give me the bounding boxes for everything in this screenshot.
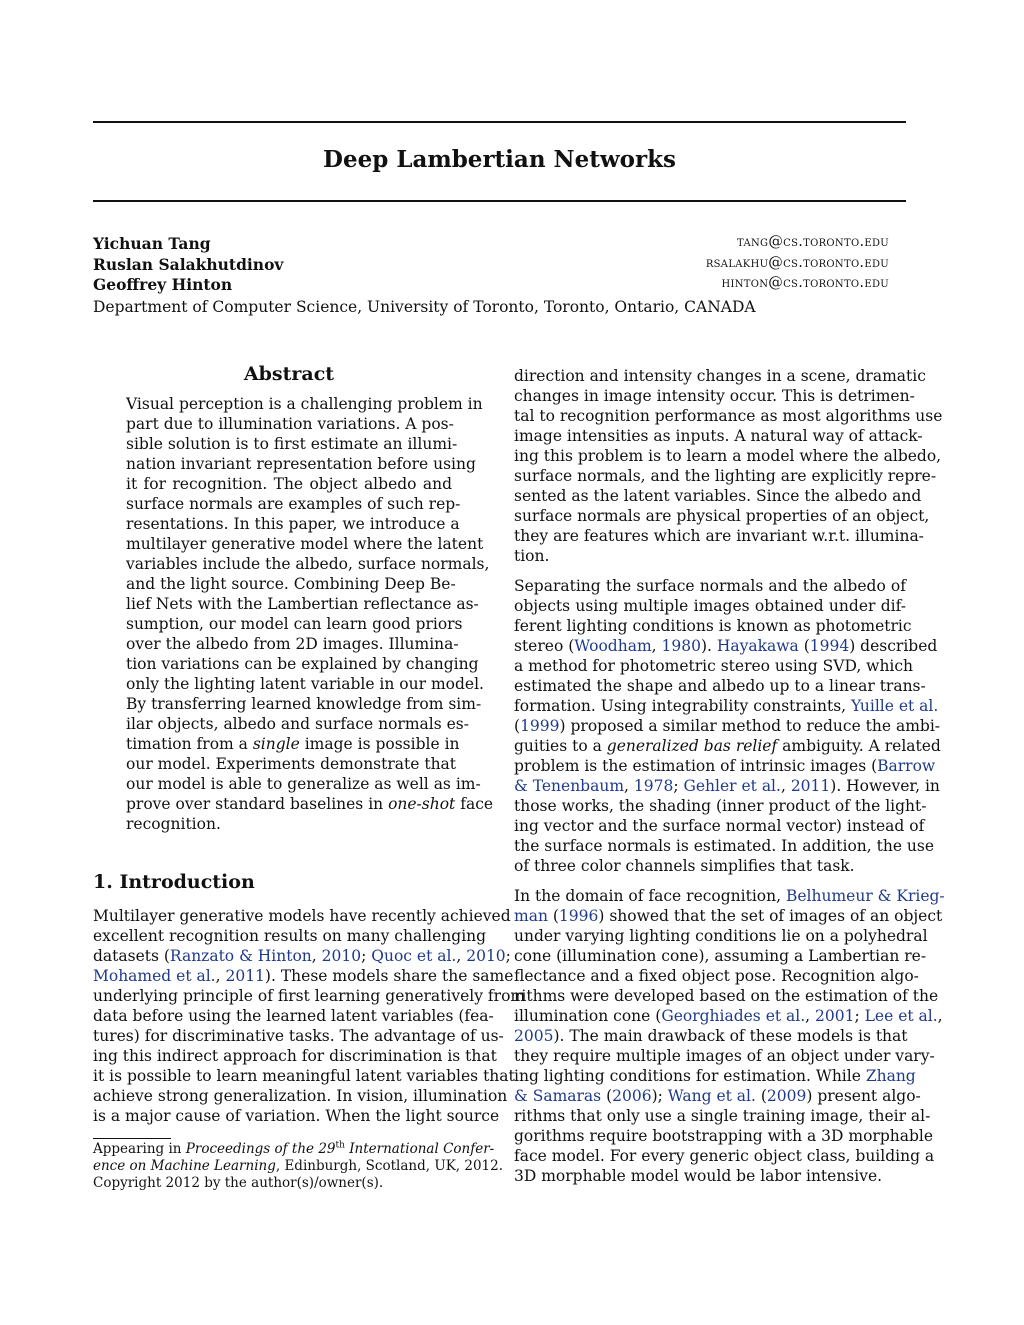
citation-link[interactable]: 2010 [321, 947, 362, 965]
text-line: & Tenenbaum, 1978; Gehler et al., 2011). However, in [514, 777, 940, 795]
text-line: tion variations can be explained by changing [126, 655, 479, 673]
text-line: sented as the latent variables. Since the albedo and [514, 487, 922, 505]
text-line: ing vector and the surface normal vector) instead of [514, 817, 925, 835]
emphasis: single [252, 735, 300, 753]
text-line: & Samaras (2006); Wang et al. (2009) present algo- [514, 1087, 921, 1105]
text-line: Visual perception is a challenging problem in [126, 395, 483, 413]
text-line: ence on Machine Learning, Edinburgh, Scotland, UK, 2012. [93, 1158, 504, 1174]
text-line: tures) for discriminative tasks. The advantage of us- [93, 1027, 504, 1045]
text-line: direction and intensity changes in a scene, dramatic [514, 367, 926, 385]
emphasis: ence on Machine Learning [93, 1158, 276, 1174]
emphasis: International Confer- [344, 1141, 495, 1157]
text-line: Copyright 2012 by the author(s)/owner(s). [93, 1175, 384, 1191]
text-line: man (1996) showed that the set of images of an object [514, 907, 943, 925]
text-line: Separating the surface normals and the albedo of [514, 577, 906, 595]
citation-link[interactable]: Mohamed et al. [93, 967, 216, 985]
citation-link[interactable]: Quoc et al. [371, 947, 457, 965]
abstract-heading: Abstract [243, 363, 335, 385]
footnote-rule [93, 1138, 171, 1139]
text-line: Multilayer generative models have recently achieved [93, 907, 511, 925]
citation-link[interactable]: 2011 [790, 777, 831, 795]
text-line: recognition. [126, 815, 221, 833]
text-line: the surface normals is estimated. In addition, the use [514, 837, 935, 855]
text-line: datasets (Ranzato & Hinton, 2010; Quoc et al., 2010; [93, 947, 511, 965]
text-line: nation invariant representation before using [126, 455, 476, 473]
text-line: ing lighting conditions for estimation. While Zhang [514, 1067, 916, 1085]
text-line: prove over standard baselines in one-shot face [126, 795, 494, 813]
text-line: part due to illumination variations. A pos- [126, 415, 454, 433]
text-line: ilar objects, albedo and surface normals es- [126, 715, 469, 733]
author-email[interactable]: tang@cs.toronto.edu [737, 234, 889, 250]
citation-link[interactable]: 1996 [558, 907, 599, 925]
title-bottom-rule [93, 200, 906, 202]
emphasis: generalized bas relief [606, 737, 778, 755]
text-line: lief Nets with the Lambertian reflectance as- [126, 595, 479, 613]
author-email[interactable]: hinton@cs.toronto.edu [721, 275, 889, 291]
affiliation: Department of Computer Science, University of Toronto, Toronto, Ontario, CANADA [93, 298, 756, 316]
text-line: our model. Experiments demonstrate that [126, 755, 457, 773]
citation-link[interactable]: & Tenenbaum [514, 777, 625, 795]
text-line: sible solution is to first estimate an illumi- [126, 435, 458, 453]
right-paragraph-2 [514, 576, 941, 876]
text-line: achieve strong generalization. In vision, illumination [93, 1087, 508, 1105]
citation-link[interactable]: 1978 [633, 777, 674, 795]
citation-link[interactable]: man [514, 907, 548, 925]
right-paragraph-1 [514, 366, 943, 566]
text-line: rithms that only use a single training image, their al- [514, 1107, 931, 1125]
citation-link[interactable]: Lee et al. [864, 1007, 938, 1025]
citation-link[interactable]: 2005 [514, 1027, 554, 1045]
text-line: stereo (Woodham, 1980). Hayakawa (1994) described [514, 637, 938, 655]
author-name: Yichuan Tang [93, 234, 211, 253]
text-line: In the domain of face recognition, Belhumeur & Krieg- [514, 887, 945, 905]
citation-link[interactable]: Gehler et al. [683, 777, 781, 795]
author-name: Ruslan Salakhutdinov [93, 255, 284, 274]
text-line: variables include the albedo, surface normals, [126, 555, 490, 573]
author-row [93, 234, 889, 254]
text-line: gorithms require bootstrapping with a 3D morphable [514, 1127, 934, 1145]
author-email[interactable]: rsalakhu@cs.toronto.edu [705, 255, 889, 271]
citation-link[interactable]: & Samaras [514, 1087, 602, 1105]
citation-link[interactable]: Wang et al. [667, 1087, 756, 1105]
text-line: 2005). The main drawback of these models is that [514, 1027, 908, 1045]
citation-link[interactable]: Yuille et al. [851, 697, 939, 715]
citation-link[interactable]: 2009 [766, 1087, 807, 1105]
text-line: cone (illumination cone), assuming a Lambertian re- [514, 947, 927, 965]
citation-link[interactable]: 2011 [225, 967, 265, 985]
citation-link[interactable]: Woodham [574, 637, 652, 655]
text-line: surface normals are physical properties of an object, [514, 507, 930, 525]
text-line: tal to recognition performance as most algorithms use [514, 407, 943, 425]
text-line: data before using the learned latent variables (fea- [93, 1007, 494, 1025]
text-line: objects using multiple images obtained under dif- [514, 597, 906, 615]
text-line: estimated the shape and albedo up to a linear trans- [514, 677, 926, 695]
text-line: face model. For every generic object class, building a [514, 1147, 935, 1165]
citation-link[interactable]: Hayakawa [716, 637, 799, 655]
citation-link[interactable]: 1994 [809, 637, 850, 655]
text-line: underlying principle of first learning generatively from [93, 987, 526, 1005]
footnote [93, 1140, 504, 1192]
author-row [93, 255, 889, 275]
text-line: rithms were developed based on the estimation of the [514, 987, 939, 1005]
text-line: tion. [514, 547, 550, 565]
text-line: problem is the estimation of intrinsic images (Barrow [514, 757, 936, 775]
text-line: multilayer generative model where the latent [126, 535, 484, 553]
emphasis: Proceedings of the 29 [185, 1141, 336, 1157]
paper-title: Deep Lambertian Networks [323, 146, 676, 173]
text-line: a method for photometric stereo using SVD, which [514, 657, 914, 675]
citation-link[interactable]: 1999 [520, 717, 560, 735]
text-line: they are features which are invariant w.r.t. illumina- [514, 527, 924, 545]
introduction-body [93, 906, 526, 1126]
text-line: illumination cone (Georghiades et al., 2001; Lee et al., [514, 1007, 943, 1025]
citation-link[interactable]: 2006 [612, 1087, 652, 1105]
text-line: timation from a single image is possible in [126, 735, 460, 753]
text-line: they require multiple images of an object under vary- [514, 1047, 935, 1065]
citation-link[interactable]: 2010 [466, 947, 506, 965]
superscript: th [335, 1140, 345, 1151]
abstract-body [126, 394, 494, 834]
introduction-heading: 1. Introduction [93, 871, 255, 893]
text-line: ing this problem is to learn a model where the albedo, [514, 447, 942, 465]
emphasis: one-shot [388, 795, 456, 813]
text-line: it is possible to learn meaningful latent variables that [93, 1067, 515, 1085]
text-line: guities to a generalized bas relief ambiguity. A related [514, 737, 941, 755]
text-line: our model is able to generalize as well as im- [126, 775, 481, 793]
author-row [93, 275, 889, 295]
text-line: changes in image intensity occur. This is detrimen- [514, 387, 915, 405]
text-line: flectance and a fixed object pose. Recognition algo- [514, 967, 919, 985]
text-line: Mohamed et al., 2011). These models share the same [93, 967, 514, 985]
citation-link[interactable]: Ranzato & Hinton [169, 947, 312, 965]
text-line: ferent lighting conditions is known as photometric [514, 617, 912, 635]
text-line: only the lighting latent variable in our model. [126, 675, 484, 693]
text-line: 3D morphable model would be labor intensive. [514, 1167, 883, 1185]
text-line: formation. Using integrability constraints, Yuille et al. [514, 697, 939, 715]
citation-link[interactable]: 2001 [815, 1007, 855, 1025]
text-line: of three color channels simplifies that task. [514, 857, 855, 875]
citation-link[interactable]: Belhumeur & Krieg- [785, 887, 945, 905]
author-name: Geoffrey Hinton [93, 275, 233, 294]
text-line: over the albedo from 2D images. Illumina- [126, 635, 459, 653]
text-line: sumption, our model can learn good priors [126, 615, 463, 633]
text-line: By transferring learned knowledge from sim- [126, 695, 482, 713]
text-line: under varying lighting conditions lie on a polyhedral [514, 927, 928, 945]
text-line: those works, the shading (inner product of the light- [514, 797, 927, 815]
text-line: image intensities as inputs. A natural way of attack- [514, 427, 923, 445]
right-paragraph-3 [514, 886, 945, 1186]
text-line: resentations. In this paper, we introduce a [126, 515, 460, 533]
text-line: ing this indirect approach for discrimination is that [93, 1047, 497, 1065]
text-line: excellent recognition results on many challenging [93, 927, 487, 945]
text-line: surface normals, and the lighting are explicitly repre- [514, 467, 937, 485]
citation-link[interactable]: Georghiades et al. [661, 1007, 806, 1025]
text-line: is a major cause of variation. When the light source [93, 1107, 500, 1125]
text-line: Appearing in Proceedings of the 29th International Confer- [93, 1140, 495, 1157]
citation-link[interactable]: Zhang [865, 1067, 916, 1085]
text-line: it for recognition. The object albedo and [126, 475, 452, 493]
text-line: surface normals are examples of such rep- [126, 495, 461, 513]
citation-link[interactable]: Barrow [877, 757, 936, 775]
text-line: and the light source. Combining Deep Be- [126, 575, 456, 593]
text-line: (1999) proposed a similar method to reduce the ambi- [514, 717, 941, 735]
citation-link[interactable]: 1980 [661, 637, 701, 655]
top-rule [93, 121, 906, 123]
